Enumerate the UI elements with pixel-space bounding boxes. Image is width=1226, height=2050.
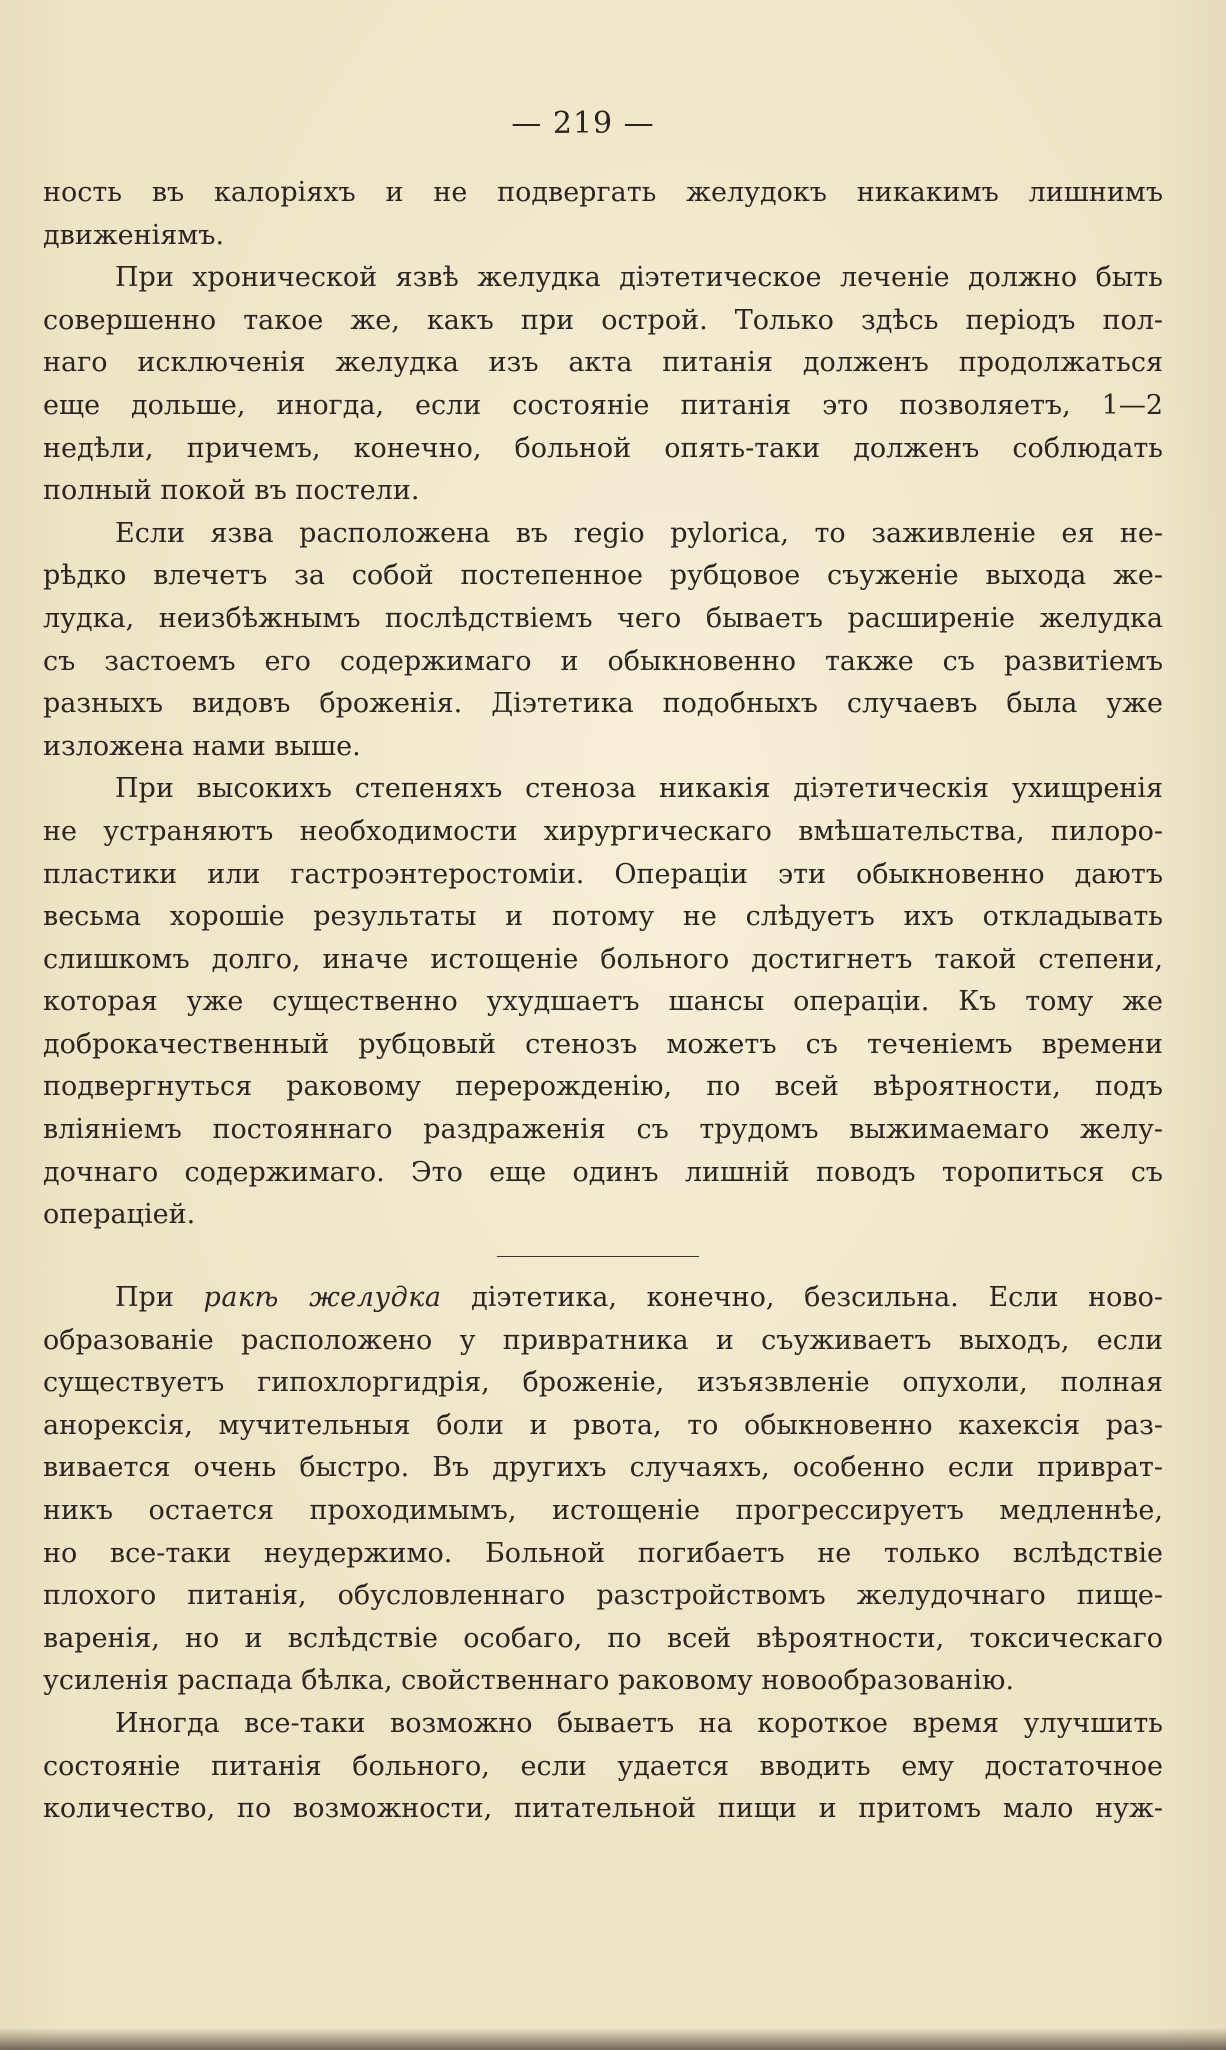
text-line: совершенно такое же, какъ при острой. Только здѣсь періодъ пол- [43, 304, 1163, 336]
text-block-upper [43, 172, 1163, 1237]
text-line: вліяніемъ постояннаго раздраженія съ трудомъ выжимаемаго желу- [43, 1114, 1163, 1146]
paragraph-stenosis [43, 768, 1163, 1237]
paragraph-cancer [43, 1277, 1163, 1703]
text-line: анорексія, мучительныя боли и рвота, то обыкновенно кахексія раз- [43, 1409, 1163, 1441]
text-line: слишкомъ долго, иначе истощеніе больного достигнетъ такой степени, [43, 943, 1163, 975]
text-segment: діэтетика, конечно, безсильна. Если ново- [441, 1282, 1163, 1313]
text-line: плохого питанія, обусловленнаго разстройствомъ желудочнаго пище- [43, 1580, 1163, 1612]
text-line: наго исключенія желудка изъ акта питанія долженъ продолжаться [43, 347, 1163, 379]
text-line: Если язва расположена въ regio pylorica, то заживленіе ея не- [115, 517, 1163, 549]
text-line: никъ остается проходимымъ, истощеніе прогрессируетъ медленнѣе, [43, 1494, 1163, 1526]
page-bottom-shadow [0, 2028, 1226, 2050]
text-line: образованіе расположено у привратника и съуживаетъ выходъ, если [43, 1324, 1163, 1356]
paragraph-chronic-ulcer [43, 257, 1163, 513]
text-line: съ застоемъ его содержимаго и обыкновенно также съ развитіемъ [43, 645, 1163, 677]
text-block-lower [43, 1277, 1163, 1831]
text-line: подвергнуться раковому перерожденію, по всей вѣроятности, подъ [43, 1071, 1163, 1103]
text-line: полный покой въ постели. [43, 475, 420, 507]
text-line: существуетъ гипохлоргидрія, броженіе, изъязвленіе опухоли, полная [43, 1367, 1163, 1399]
text-line: недѣли, причемъ, конечно, больной опять-таки долженъ соблюдать [43, 432, 1163, 464]
text-line: лудка, неизбѣжнымъ послѣдствіемъ чего бываетъ расширеніе желудка [43, 602, 1163, 634]
text-line: не устраняютъ необходимости хирургическаго вмѣшательства, пилоро- [43, 815, 1163, 847]
text-line: При хронической язвѣ желудка діэтетическое леченіе должно быть [115, 262, 1163, 294]
text-line: разныхъ видовъ броженія. Діэтетика подобныхъ случаевъ была уже [43, 688, 1163, 720]
paragraph-pylorus [43, 513, 1163, 769]
text-line: количество, по возможности, питательной пищи и притомъ мало нуж- [43, 1793, 1163, 1825]
paragraph-nutrition [43, 1703, 1163, 1831]
text-line: весьма хорошіе результаты и потому не слѣдуетъ ихъ откладывать [43, 901, 1163, 933]
paragraph-continuation [43, 172, 1163, 257]
text-line: Иногда все-таки возможно бываетъ на короткое время улучшить [115, 1707, 1163, 1739]
text-line: дочнаго содержимаго. Это еще одинъ лишній поводъ торопиться съ [43, 1156, 1163, 1188]
text-line: пластики или гастроэнтеростоміи. Операціи эти обыкновенно даютъ [43, 858, 1163, 890]
text-line [43, 1277, 1163, 1320]
text-line: вивается очень быстро. Въ другихъ случаяхъ, особенно если приврат- [43, 1452, 1163, 1484]
text-line: доброкачественный рубцовый стенозъ можетъ съ теченіемъ времени [43, 1028, 1163, 1060]
text-line: операціей. [43, 1199, 196, 1231]
text-line: которая уже существенно ухудшаетъ шансы операціи. Къ тому же [43, 986, 1163, 1018]
text-line: усиленія распада бѣлка, свойственнаго раковому новообразованію. [43, 1665, 1015, 1697]
text-line: но все-таки неудержимо. Больной погибаетъ не только вслѣдствіе [43, 1537, 1163, 1569]
text-line: ность въ калоріяхъ и не подвергать желудокъ никакимъ лишнимъ [43, 177, 1163, 208]
text-line: рѣдко влечетъ за собой постепенное рубцовое съуженіе выхода же- [43, 560, 1163, 592]
text-line: изложена нами выше. [43, 730, 361, 762]
text-line: состояніе питанія больного, если удается вводить ему достаточное [43, 1750, 1163, 1782]
text-line: варенія, но и вслѣдствіе особаго, по всей вѣроятности, токсическаго [43, 1622, 1163, 1654]
text-line: движеніямъ. [43, 219, 225, 251]
page-number: — 219 — [511, 106, 655, 141]
italic-term: ракѣ желудка [203, 1282, 442, 1313]
text-segment: При [115, 1282, 204, 1313]
section-divider [497, 1256, 699, 1257]
text-line: При высокихъ степеняхъ стеноза никакія діэтетическія ухищренія [115, 773, 1163, 805]
text-line: еще дольше, иногда, если состояніе питанія это позволяетъ, 1—2 [43, 389, 1163, 421]
